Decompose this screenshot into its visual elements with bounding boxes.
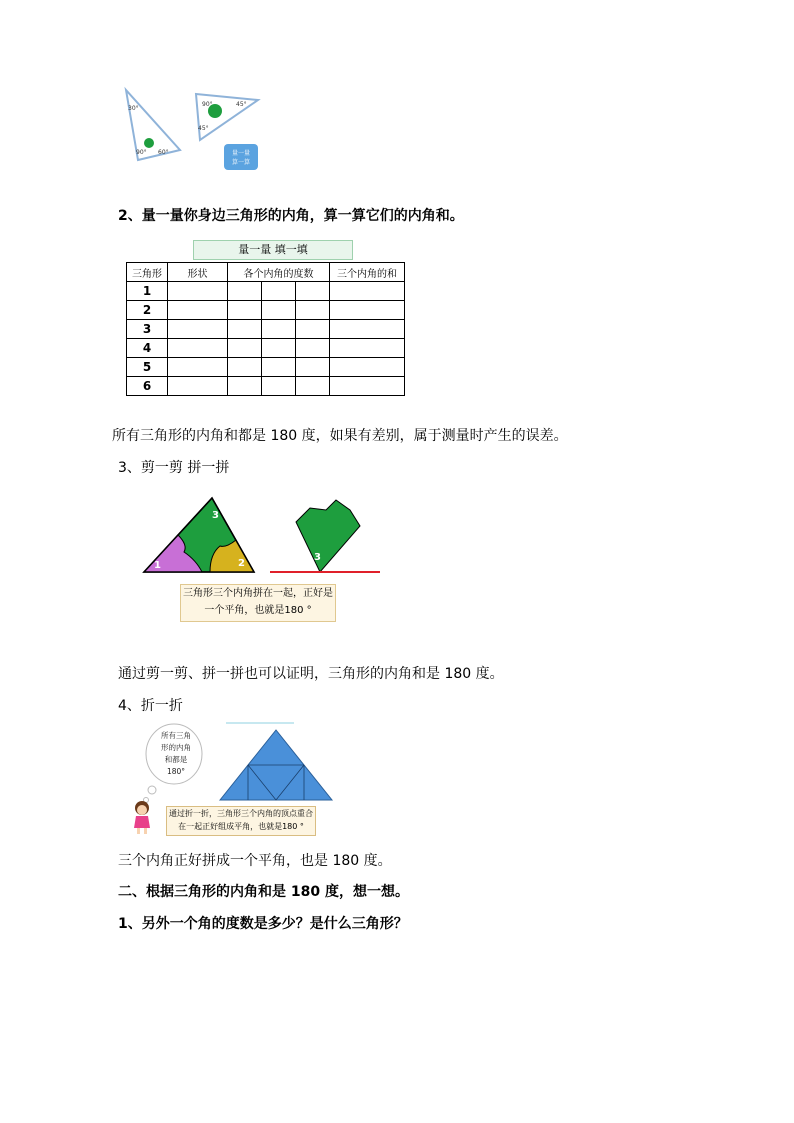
angle-number: 3 — [212, 510, 219, 521]
table-cell[interactable] — [330, 301, 405, 320]
table-cell[interactable] — [262, 301, 296, 320]
button-label: 算一算 — [231, 159, 251, 166]
table-row — [127, 301, 405, 320]
note-line: 通过折一折，三角形三个内角的顶点重合 — [169, 809, 313, 818]
table-title: 量一量 填一填 — [193, 240, 353, 260]
table-cell[interactable] — [330, 339, 405, 358]
bubble-line: 180° — [166, 767, 186, 776]
cut-heading: 3、剪一剪 拼一拼 — [118, 460, 230, 476]
table-cell[interactable] — [228, 320, 262, 339]
angle-label: 30° — [128, 105, 139, 112]
bubble-line: 形的内角 — [161, 743, 191, 752]
table-cell[interactable] — [228, 377, 262, 396]
fold-conclusion: 三个内角正好拼成一个平角，也是 180 度。 — [118, 853, 392, 869]
angle-number: 1 — [154, 560, 161, 571]
table-cell[interactable] — [330, 282, 405, 301]
table-cell[interactable] — [168, 377, 228, 396]
button-label: 量一量 — [231, 150, 251, 157]
fold-heading: 4、折一折 — [118, 698, 183, 714]
triangle-measure-figure — [118, 84, 268, 192]
table-cell[interactable] — [168, 320, 228, 339]
table-cell[interactable] — [296, 377, 330, 396]
table-row — [127, 339, 405, 358]
note-line: 在一起正好组成平角，也就是180 ° — [178, 822, 304, 831]
row-number: 1 — [127, 282, 168, 301]
table-cell[interactable] — [330, 377, 405, 396]
angle-label: 45° — [236, 101, 247, 108]
header-cell: 各个内角的度数 — [228, 263, 330, 282]
header-cell: 三个内角的和 — [330, 263, 405, 282]
bubble-line: 和都是 — [164, 755, 188, 764]
table-cell[interactable] — [296, 282, 330, 301]
table-cell[interactable] — [296, 301, 330, 320]
angle-label: 60° — [158, 149, 169, 156]
table-header-row — [127, 263, 405, 282]
table-cell[interactable] — [330, 320, 405, 339]
table-row — [127, 358, 405, 377]
cut-join-figure — [140, 490, 390, 580]
angle-number: 2 — [238, 558, 245, 569]
header-cell: 形状 — [168, 263, 228, 282]
angle-number: 3 — [314, 552, 321, 563]
table-cell[interactable] — [168, 358, 228, 377]
row-number: 3 — [127, 320, 168, 339]
row-number: 5 — [127, 358, 168, 377]
measure-table — [126, 262, 405, 396]
table-row — [127, 282, 405, 301]
table-cell[interactable] — [168, 282, 228, 301]
table-cell[interactable] — [296, 339, 330, 358]
question-1: 1、另外一个角的度数是多少？是什么三角形？ — [118, 916, 408, 932]
table-row — [127, 320, 405, 339]
table-cell[interactable] — [228, 301, 262, 320]
row-number: 2 — [127, 301, 168, 320]
table-cell[interactable] — [262, 358, 296, 377]
girl-illustration — [134, 801, 150, 834]
angle-label: 90° — [202, 101, 213, 108]
green-dot — [144, 138, 154, 148]
bubble-line: 所有三角 — [161, 731, 191, 740]
table-cell[interactable] — [262, 339, 296, 358]
table-cell[interactable] — [262, 320, 296, 339]
table-cell[interactable] — [262, 377, 296, 396]
row-number: 6 — [127, 377, 168, 396]
fold-note — [166, 806, 316, 836]
cut-note — [180, 584, 336, 622]
table-cell[interactable] — [228, 358, 262, 377]
table-cell[interactable] — [168, 339, 228, 358]
cut-conclusion: 通过剪一剪、拼一拼也可以证明，三角形的内角和是 180 度。 — [118, 666, 504, 682]
table-cell[interactable] — [168, 301, 228, 320]
table-cell[interactable] — [262, 282, 296, 301]
header-cell: 三角形 — [127, 263, 168, 282]
table-cell[interactable] — [228, 339, 262, 358]
angle-label: 90° — [136, 149, 147, 156]
table-cell[interactable] — [330, 358, 405, 377]
note-line: 一个平角，也就是180 ° — [204, 605, 312, 616]
section2-heading: 二、根据三角形的内角和是 180 度，想一想。 — [118, 884, 409, 900]
cut-angle-piece-3 — [296, 500, 360, 572]
row-number: 4 — [127, 339, 168, 358]
measure-calc-button — [224, 144, 258, 170]
table-row — [127, 377, 405, 396]
table-cell[interactable] — [296, 320, 330, 339]
table-cell[interactable] — [228, 282, 262, 301]
note-line: 三角形三个内角拼在一起，正好是 — [183, 588, 333, 599]
measure-heading: 2、量一量你身边三角形的内角，算一算它们的内角和。 — [118, 208, 464, 224]
triangle-30-60-90 — [126, 90, 180, 160]
measure-conclusion: 所有三角形的内角和都是 180 度，如果有差别，属于测量时产生的误差。 — [112, 428, 568, 444]
table-cell[interactable] — [296, 358, 330, 377]
angle-label: 45° — [198, 125, 209, 132]
